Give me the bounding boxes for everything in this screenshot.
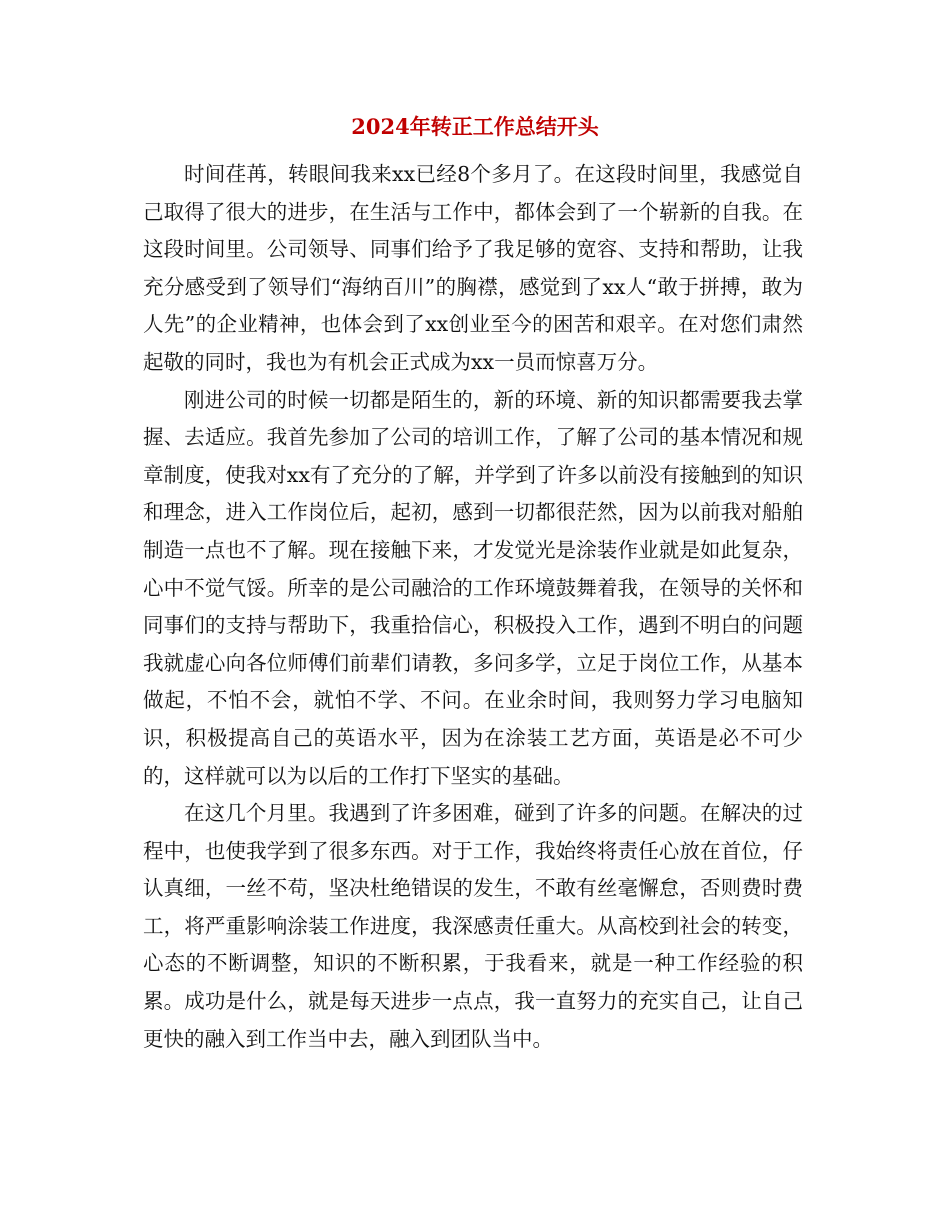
document-title: 2024年转正工作总结开头 [351,114,599,139]
paragraph: 在这几个月里。我遇到了许多困难，碰到了许多的问题。在解决的过程中，也使我学到了很多东西。对于工作，我始终将责任心放在首位，仔认真细，一丝不苟，坚决杜绝错误的发生，不敢有丝毫懈怠，否则费时费工，将严重影响涂装工作进度，我深感责任重大。从高校到社会的转变，心态的不断调整，知识的不断积累，于我看来，就是一种工作经验的积累。成功是什么，就是每天进步一点点，我一直努力的充实自己，让自己更快的融入到工作当中去，融入到团队当中。 [143,801,803,1051]
paragraph: 刚进公司的时候一切都是陌生的，新的环境、新的知识都需要我去掌握、去适应。我首先参加了公司的培训工作，了解了公司的基本情况和规章制度，使我对xx有了充分的了解，并学到了许多以前没有接触到的知识和理念，进入工作岗位后，起初，感到一切都很茫然，因为以前我对船舶制造一点也不了解。现在接触下来，才发觉光是涂装作业就是如此复杂，心中不觉气馁。所幸的是公司融洽的工作环境鼓舞着我，在领导的关怀和同事们的支持与帮助下，我重拾信心，积极投入工作，遇到不明白的问题我就虚心向各位师傅们前辈们请教，多问多学，立足于岗位工作，从基本做起，不怕不会，就怕不学、不问。在业余时间，我则努力学习电脑知识，积极提高自己的英语水平，因为在涂装工艺方面，英语是必不可少的，这样就可以为以后的工作打下坚实的基础。 [143,387,803,788]
document-body [143,156,803,1058]
paragraph: 时间荏苒，转眼间我来xx已经8个多月了。在这段时间里，我感觉自己取得了很大的进步，在生活与工作中，都体会到了一个崭新的自我。在这段时间里。公司领导、同事们给予了我足够的宽容、支持和帮助，让我充分感受到了领导们“海纳百川”的胸襟，感觉到了xx人“敢于拼搏，敢为人先”的企业精神，也体会到了xx创业至今的困苦和艰辛。在对您们肃然起敬的同时，我也为有机会正式成为xx一员而惊喜万分。 [143,162,803,374]
